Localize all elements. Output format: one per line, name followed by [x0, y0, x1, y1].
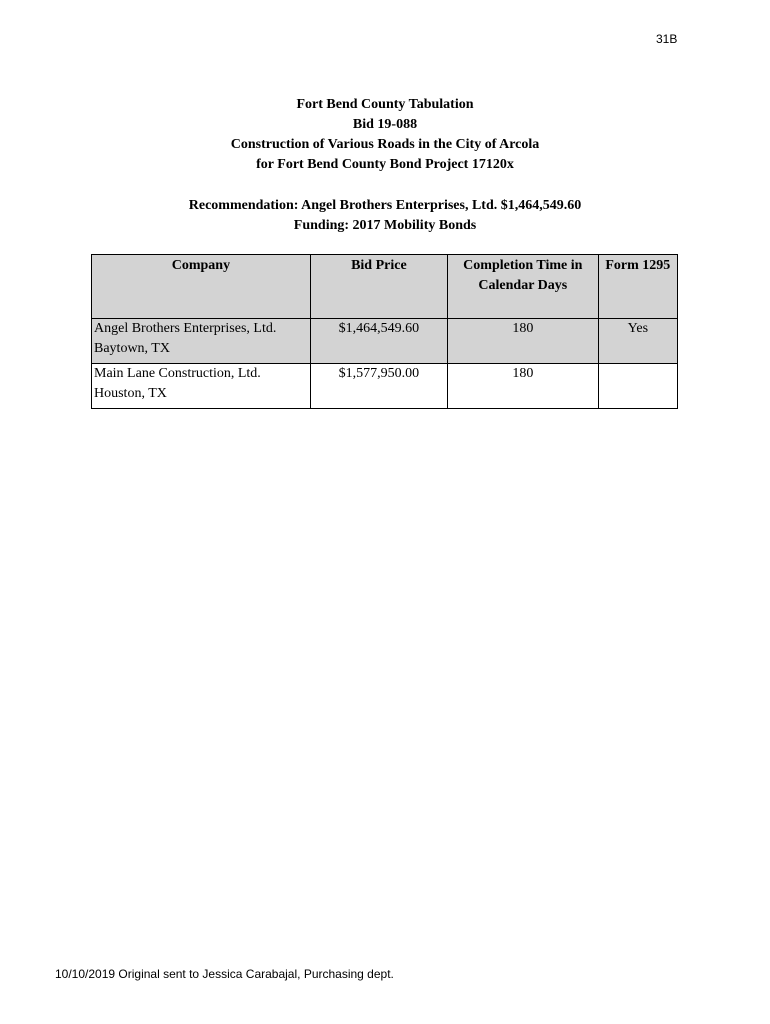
form-1295-cell: Yes — [598, 319, 677, 364]
company-location: Houston, TX — [94, 386, 167, 401]
bid-price-cell: $1,464,549.60 — [310, 319, 447, 364]
page-number: 31B — [656, 32, 678, 46]
recommendation-block — [0, 196, 770, 236]
document-header — [0, 95, 770, 175]
bid-tabulation-table — [91, 254, 678, 409]
header-completion-line2: Calendar Days — [478, 278, 568, 293]
form-1295-cell — [598, 364, 677, 409]
header-completion-time — [447, 255, 598, 319]
bid-price-cell: $1,577,950.00 — [310, 364, 447, 409]
header-title: Fort Bend County Tabulation — [296, 97, 474, 112]
header-completion-line1: Completion Time in — [463, 258, 583, 273]
company-name: Angel Brothers Enterprises, Ltd. — [94, 321, 277, 336]
company-location: Baytown, TX — [94, 341, 170, 356]
header-form-1295: Form 1295 — [598, 255, 677, 319]
header-bid-number: Bid 19-088 — [352, 117, 418, 132]
table-row — [92, 319, 678, 364]
recommendation-text: Recommendation: Angel Brothers Enterprises, Ltd. $1,464,549.60 — [188, 198, 582, 213]
company-cell — [92, 364, 311, 409]
company-cell — [92, 319, 311, 364]
company-name: Main Lane Construction, Ltd. — [94, 366, 261, 381]
header-project-name: Construction of Various Roads in the City of Arcola — [230, 137, 540, 152]
table-row — [92, 364, 678, 409]
completion-days-cell: 180 — [447, 319, 598, 364]
completion-days-cell: 180 — [447, 364, 598, 409]
footer-note: 10/10/2019 Original sent to Jessica Carabajal, Purchasing dept. — [55, 967, 394, 981]
header-bond-project: for Fort Bend County Bond Project 17120x — [256, 157, 514, 172]
funding-text: Funding: 2017 Mobility Bonds — [293, 218, 477, 233]
table-header-row — [92, 255, 678, 319]
header-bid-price: Bid Price — [310, 255, 447, 319]
header-company: Company — [92, 255, 311, 319]
